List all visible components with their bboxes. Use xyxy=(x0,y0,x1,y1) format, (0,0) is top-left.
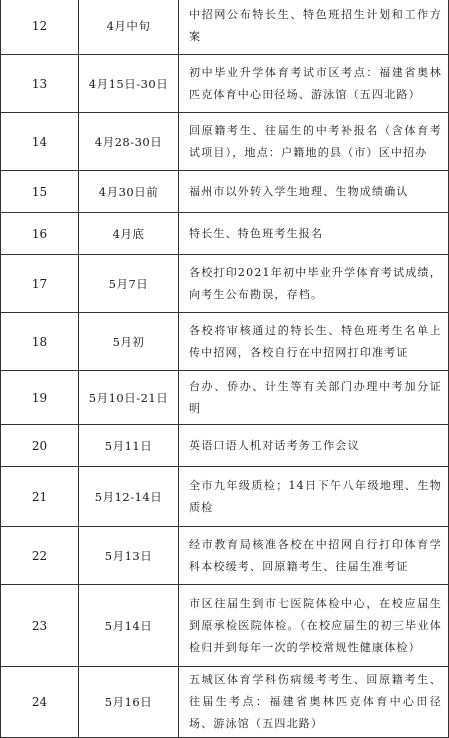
row-description-cell: 市区往届生到市七医院体检中心，在校应届生到原承检医院体检。（在校应届生的初三毕业体检归并到每年一次的学校常规性健康体检） xyxy=(179,585,449,667)
row-date-cell: 5月13日 xyxy=(79,527,179,585)
table-row xyxy=(1,113,449,171)
row-date-cell: 4月15日-30日 xyxy=(79,55,179,113)
row-date-cell: 4月30日前 xyxy=(79,171,179,213)
table-row xyxy=(1,55,449,113)
row-description-cell: 回原籍考生、往届生的中考补报名（含体育考试项目），地点：户籍地的县（市）区中招办 xyxy=(179,113,449,171)
row-number-cell: 20 xyxy=(1,425,79,467)
row-date-cell: 5月初 xyxy=(79,313,179,371)
row-description-cell: 各校打印2021年初中毕业升学体育考试成绩，向考生公布勘误，存档。 xyxy=(179,255,449,313)
row-description-cell: 五城区体育学科伤病缓考考生、回原籍考生、往届生考点：福建省奥林匹克体育中心田径场、游泳馆（五四北路） xyxy=(179,667,449,738)
row-date-cell: 5月7日 xyxy=(79,255,179,313)
row-description-cell: 中招网公布特长生、特色班招生计划和工作方案 xyxy=(179,0,449,55)
schedule-table-body xyxy=(1,0,449,738)
row-description-cell: 全市九年级质检；14日下午八年级地理、生物质检 xyxy=(179,467,449,527)
row-number-cell: 23 xyxy=(1,585,79,667)
row-description-cell: 经市教育局核准各校在中招网自行打印体育学科本校缓考、回原籍考生、往届生准考证 xyxy=(179,527,449,585)
row-description-cell: 福州市以外转入学生地理、生物成绩确认 xyxy=(179,171,449,213)
row-description-cell: 初中毕业升学体育考试市区考点：福建省奥林匹克体育中心田径场、游泳馆（五四北路） xyxy=(179,55,449,113)
row-date-cell: 5月11日 xyxy=(79,425,179,467)
table-row xyxy=(1,171,449,213)
row-number-cell: 18 xyxy=(1,313,79,371)
row-number-cell: 24 xyxy=(1,667,79,738)
row-description-cell: 特长生、特色班考生报名 xyxy=(179,213,449,255)
row-number-cell: 17 xyxy=(1,255,79,313)
table-row xyxy=(1,585,449,667)
table-row xyxy=(1,213,449,255)
table-row xyxy=(1,425,449,467)
table-row xyxy=(1,313,449,371)
row-number-cell: 16 xyxy=(1,213,79,255)
row-number-cell: 19 xyxy=(1,371,79,425)
table-row xyxy=(1,467,449,527)
row-number-cell: 13 xyxy=(1,55,79,113)
table-row xyxy=(1,527,449,585)
row-number-cell: 15 xyxy=(1,171,79,213)
row-number-cell: 14 xyxy=(1,113,79,171)
row-description-cell: 各校将审核通过的特长生、特色班考生名单上传中招网，各校自行在中招网打印准考证 xyxy=(179,313,449,371)
row-description-cell: 台办、侨办、计生等有关部门办理中考加分证明 xyxy=(179,371,449,425)
row-date-cell: 5月10日-21日 xyxy=(79,371,179,425)
row-number-cell: 21 xyxy=(1,467,79,527)
row-date-cell: 5月16日 xyxy=(79,667,179,738)
table-row xyxy=(1,0,449,55)
row-number-cell: 12 xyxy=(1,0,79,55)
table-row xyxy=(1,255,449,313)
table-row xyxy=(1,667,449,738)
row-date-cell: 4月底 xyxy=(79,213,179,255)
table-row xyxy=(1,371,449,425)
row-number-cell: 22 xyxy=(1,527,79,585)
row-date-cell: 5月12-14日 xyxy=(79,467,179,527)
row-date-cell: 4月中旬 xyxy=(79,0,179,55)
row-date-cell: 5月14日 xyxy=(79,585,179,667)
row-description-cell: 英语口语人机对话考务工作会议 xyxy=(179,425,449,467)
row-date-cell: 4月28-30日 xyxy=(79,113,179,171)
